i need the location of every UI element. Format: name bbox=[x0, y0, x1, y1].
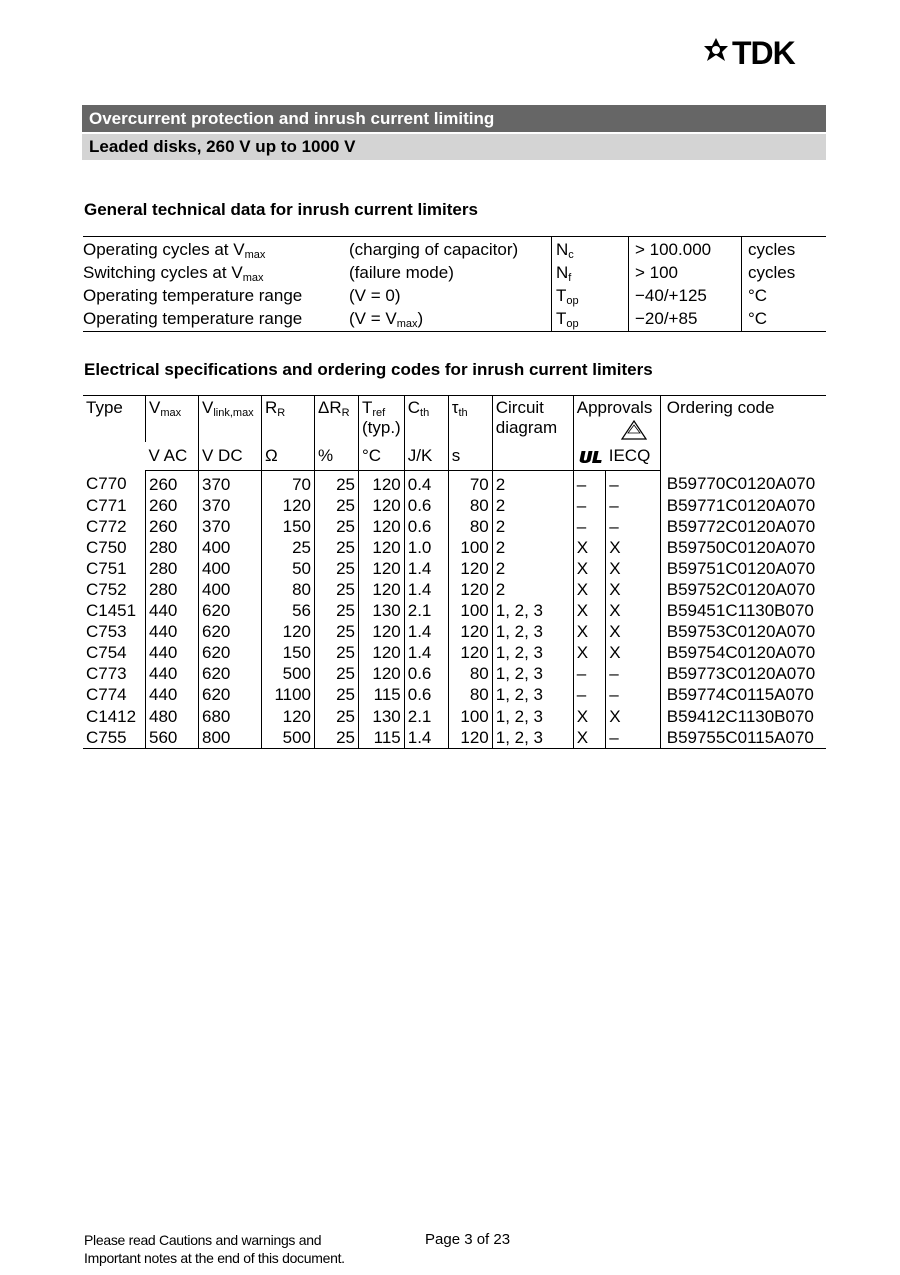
table-row bbox=[83, 471, 826, 496]
cell-rr: 120 bbox=[262, 706, 315, 727]
cell-tref: 120 bbox=[359, 495, 405, 516]
col-vmax: $V_{max}$ bbox=[146, 396, 199, 443]
cell-approval-iecq: – bbox=[606, 727, 661, 749]
cell-rr: 50 bbox=[262, 558, 315, 579]
cell-vmax: 280 bbox=[146, 537, 199, 558]
cell-ordering-code: B59754C0120A070 bbox=[660, 643, 826, 664]
page-number: Page 3 of 23 bbox=[425, 1231, 511, 1248]
cell-type: C751 bbox=[86, 558, 127, 578]
table-row bbox=[83, 601, 826, 622]
cell-cth: 0.6 bbox=[404, 664, 448, 685]
spec-header-row bbox=[83, 396, 826, 443]
cell-type: C773 bbox=[86, 664, 127, 684]
cell-tref: 120 bbox=[359, 558, 405, 579]
general-param: Switching cycles at $V_{max}$ bbox=[83, 262, 264, 284]
cell-tau: 80 bbox=[448, 516, 492, 537]
cell-tref: 120 bbox=[359, 537, 405, 558]
general-unit: cycles bbox=[742, 261, 827, 284]
general-row bbox=[83, 237, 826, 262]
cell-vmax: 440 bbox=[146, 664, 199, 685]
cell-circuit: 2 bbox=[492, 558, 573, 579]
cell-approval-iecq: X bbox=[606, 579, 661, 600]
cell-tref: 115 bbox=[359, 727, 405, 749]
cell-vmax: 440 bbox=[146, 685, 199, 706]
general-value: −40/+125 bbox=[629, 284, 742, 307]
table-row bbox=[83, 706, 826, 727]
general-symbol: $T_{op}$ bbox=[552, 284, 629, 307]
general-heading: General technical data for inrush current limiters bbox=[84, 200, 478, 219]
general-symbol: $N_f$ bbox=[552, 261, 629, 284]
col-tref: $T_{ref}$ (typ.) bbox=[359, 396, 405, 443]
cell-approval-iecq: X bbox=[606, 643, 661, 664]
cell-tau: 120 bbox=[448, 727, 492, 749]
general-condition: (failure mode) bbox=[349, 262, 454, 282]
cell-rr: 120 bbox=[262, 495, 315, 516]
cell-ordering-code: B59773C0120A070 bbox=[660, 664, 826, 685]
general-value: −20/+85 bbox=[629, 307, 742, 332]
general-unit: °C bbox=[742, 284, 827, 307]
cell-type: C772 bbox=[86, 516, 127, 536]
table-row bbox=[83, 664, 826, 685]
cell-vlink: 620 bbox=[199, 601, 262, 622]
general-unit: °C bbox=[742, 307, 827, 332]
unit-vmax: V AC bbox=[146, 442, 199, 471]
cell-drr: 25 bbox=[315, 685, 359, 706]
cell-drr: 25 bbox=[315, 537, 359, 558]
cell-tref: 120 bbox=[359, 471, 405, 496]
unit-tau: s bbox=[448, 442, 492, 471]
cell-cth: 1.4 bbox=[404, 727, 448, 749]
cell-approval-iecq: – bbox=[606, 471, 661, 496]
unit-rr: Ω bbox=[262, 442, 315, 471]
col-rr: $R_R$ bbox=[262, 396, 315, 443]
cell-approval-iecq: – bbox=[606, 685, 661, 706]
cell-ordering-code: B59774C0115A070 bbox=[660, 685, 826, 706]
general-value: > 100.000 bbox=[629, 237, 742, 262]
cell-tau: 80 bbox=[448, 495, 492, 516]
col-circuit: Circuit diagram bbox=[492, 396, 573, 443]
cell-ordering-code: B59752C0120A070 bbox=[660, 579, 826, 600]
cell-type: C1451 bbox=[86, 601, 137, 621]
cell-approval-ul: X bbox=[573, 537, 606, 558]
cell-cth: 2.1 bbox=[404, 601, 448, 622]
cell-approval-iecq: X bbox=[606, 622, 661, 643]
cell-approval-ul: – bbox=[573, 471, 606, 496]
general-param: Operating cycles at $V_{max}$ bbox=[83, 237, 349, 262]
cell-vmax: 260 bbox=[146, 471, 199, 496]
cell-tau: 70 bbox=[448, 471, 492, 496]
cell-approval-iecq: – bbox=[606, 495, 661, 516]
table-row bbox=[83, 579, 826, 600]
cell-cth: 1.4 bbox=[404, 622, 448, 643]
cell-ordering-code: B59771C0120A070 bbox=[660, 495, 826, 516]
cell-type: C753 bbox=[86, 622, 127, 642]
cell-approval-iecq: X bbox=[606, 706, 661, 727]
cell-circuit: 2 bbox=[492, 516, 573, 537]
cell-tref: 120 bbox=[359, 516, 405, 537]
cell-circuit: 2 bbox=[492, 495, 573, 516]
cell-ordering-code: B59755C0115A070 bbox=[660, 727, 826, 749]
table-row bbox=[83, 622, 826, 643]
cell-cth: 0.4 bbox=[404, 471, 448, 496]
cell-drr: 25 bbox=[315, 664, 359, 685]
cell-tref: 120 bbox=[359, 664, 405, 685]
section-subtitle: Leaded disks, 260 V up to 1000 V bbox=[82, 134, 826, 160]
cell-cth: 1.4 bbox=[404, 558, 448, 579]
general-condition: (charging of capacitor) bbox=[349, 237, 552, 262]
general-condition: (V = 0) bbox=[349, 285, 401, 305]
general-symbol: $T_{op}$ bbox=[552, 307, 629, 332]
cell-approval-ul: X bbox=[573, 558, 606, 579]
col-vlink: $V_{link,max}$ bbox=[199, 396, 262, 443]
cell-tau: 100 bbox=[448, 706, 492, 727]
cell-tref: 120 bbox=[359, 579, 405, 600]
general-symbol: $N_c$ bbox=[552, 237, 629, 262]
approval-iecq: IECQ bbox=[606, 442, 661, 471]
cell-tau: 80 bbox=[448, 685, 492, 706]
vde-triangle-icon bbox=[621, 420, 647, 440]
tdk-logo bbox=[704, 37, 828, 69]
cell-type: C771 bbox=[86, 495, 127, 515]
cell-tau: 80 bbox=[448, 664, 492, 685]
cell-ordering-code: B59412C1130B070 bbox=[660, 706, 826, 727]
cell-vlink: 370 bbox=[199, 495, 262, 516]
tdk-emblem-icon bbox=[704, 38, 728, 61]
table-row bbox=[83, 727, 826, 749]
col-cth: $C_{th}$ bbox=[404, 396, 448, 443]
cell-drr: 25 bbox=[315, 579, 359, 600]
cell-cth: 0.6 bbox=[404, 495, 448, 516]
cell-rr: 70 bbox=[262, 471, 315, 496]
cell-drr: 25 bbox=[315, 601, 359, 622]
table-row bbox=[83, 516, 826, 537]
cell-cth: 1.4 bbox=[404, 579, 448, 600]
cell-rr: 500 bbox=[262, 664, 315, 685]
col-ordering-code: Ordering code bbox=[660, 396, 826, 471]
cell-ordering-code: B59753C0120A070 bbox=[660, 622, 826, 643]
cell-vlink: 620 bbox=[199, 664, 262, 685]
cell-circuit: 2 bbox=[492, 579, 573, 600]
cell-drr: 25 bbox=[315, 727, 359, 749]
cell-approval-ul: X bbox=[573, 579, 606, 600]
cell-type: C754 bbox=[86, 643, 127, 663]
cell-vlink: 800 bbox=[199, 727, 262, 749]
cell-approval-ul: X bbox=[573, 622, 606, 643]
cell-vmax: 260 bbox=[146, 516, 199, 537]
footer-note: Please read Cautions and warnings and Important notes at the end of this document. bbox=[84, 1232, 345, 1266]
general-row bbox=[83, 261, 826, 284]
general-param: Operating temperature range bbox=[83, 307, 349, 332]
cell-circuit: 1, 2, 3 bbox=[492, 706, 573, 727]
cell-vlink: 370 bbox=[199, 471, 262, 496]
cell-ordering-code: B59751C0120A070 bbox=[660, 558, 826, 579]
table-row bbox=[83, 537, 826, 558]
cell-cth: 1.0 bbox=[404, 537, 448, 558]
cell-vlink: 680 bbox=[199, 706, 262, 727]
cell-type: C1412 bbox=[86, 706, 137, 726]
important-notes-link: Important notes bbox=[84, 1250, 177, 1266]
cell-cth: 0.6 bbox=[404, 516, 448, 537]
spec-heading: Electrical specifications and ordering codes for inrush current limiters bbox=[84, 360, 653, 379]
cell-approval-iecq: – bbox=[606, 664, 661, 685]
cell-ordering-code: B59770C0120A070 bbox=[660, 471, 826, 496]
cell-vlink: 400 bbox=[199, 558, 262, 579]
cell-tau: 120 bbox=[448, 558, 492, 579]
unit-vlink: V DC bbox=[199, 442, 262, 471]
cell-circuit: 1, 2, 3 bbox=[492, 664, 573, 685]
cell-circuit: 1, 2, 3 bbox=[492, 685, 573, 706]
cell-vmax: 440 bbox=[146, 622, 199, 643]
cell-vlink: 620 bbox=[199, 622, 262, 643]
cell-vmax: 260 bbox=[146, 495, 199, 516]
general-unit: cycles bbox=[742, 237, 827, 262]
cell-vmax: 440 bbox=[146, 601, 199, 622]
cell-cth: 0.6 bbox=[404, 685, 448, 706]
cell-rr: 80 bbox=[262, 579, 315, 600]
cell-circuit: 1, 2, 3 bbox=[492, 601, 573, 622]
unit-drr: % bbox=[315, 442, 359, 471]
tdk-logo-text: TDK bbox=[732, 37, 795, 69]
general-condition: $(V = V_{max})$ bbox=[349, 307, 552, 332]
cell-rr: 25 bbox=[262, 537, 315, 558]
cell-tref: 120 bbox=[359, 622, 405, 643]
cell-drr: 25 bbox=[315, 495, 359, 516]
ul-mark-icon bbox=[577, 449, 603, 465]
cell-approval-ul: – bbox=[573, 664, 606, 685]
col-approvals: Approvals bbox=[573, 396, 660, 443]
cell-ordering-code: B59772C0120A070 bbox=[660, 516, 826, 537]
cell-drr: 25 bbox=[315, 622, 359, 643]
general-param: Operating temperature range bbox=[83, 285, 303, 305]
general-data-table bbox=[83, 236, 826, 332]
unit-tref: °C bbox=[359, 442, 405, 471]
cell-circuit: 2 bbox=[492, 537, 573, 558]
cell-approval-iecq: X bbox=[606, 537, 661, 558]
cell-approval-ul: X bbox=[573, 643, 606, 664]
cell-type: C755 bbox=[83, 727, 146, 749]
cell-vmax: 480 bbox=[146, 706, 199, 727]
cell-tau: 100 bbox=[448, 601, 492, 622]
cell-vmax: 440 bbox=[146, 643, 199, 664]
cell-approval-ul: X bbox=[573, 601, 606, 622]
cell-tau: 100 bbox=[448, 537, 492, 558]
cell-vmax: 560 bbox=[146, 727, 199, 749]
general-row bbox=[83, 307, 826, 332]
col-drr: $\Delta R_R$ bbox=[315, 396, 359, 443]
general-row bbox=[83, 284, 826, 307]
cell-drr: 25 bbox=[315, 516, 359, 537]
cell-vlink: 400 bbox=[199, 537, 262, 558]
cell-type: C770 bbox=[86, 474, 127, 494]
cell-vmax: 280 bbox=[146, 579, 199, 600]
cell-approval-ul: – bbox=[573, 495, 606, 516]
cell-tref: 115 bbox=[359, 685, 405, 706]
cell-tref: 130 bbox=[359, 706, 405, 727]
cell-approval-iecq: – bbox=[606, 516, 661, 537]
cell-vlink: 620 bbox=[199, 643, 262, 664]
cell-type: C774 bbox=[86, 685, 127, 705]
cell-rr: 150 bbox=[262, 643, 315, 664]
section-title: Overcurrent protection and inrush current limiting bbox=[82, 105, 826, 132]
cell-drr: 25 bbox=[315, 471, 359, 496]
cell-drr: 25 bbox=[315, 706, 359, 727]
cell-approval-ul: X bbox=[573, 706, 606, 727]
cell-drr: 25 bbox=[315, 643, 359, 664]
cell-cth: 2.1 bbox=[404, 706, 448, 727]
cell-drr: 25 bbox=[315, 558, 359, 579]
col-tau: $\tau_{th}$ bbox=[448, 396, 492, 443]
col-type: Type bbox=[83, 396, 146, 471]
cell-rr: 500 bbox=[262, 727, 315, 749]
cell-cth: 1.4 bbox=[404, 643, 448, 664]
cell-tau: 120 bbox=[448, 622, 492, 643]
cell-rr: 1100 bbox=[262, 685, 315, 706]
cell-ordering-code: B59451C1130B070 bbox=[660, 601, 826, 622]
approval-ul bbox=[573, 442, 606, 471]
cell-approval-ul: X bbox=[573, 727, 606, 749]
cell-vmax: 280 bbox=[146, 558, 199, 579]
cell-circuit: 1, 2, 3 bbox=[492, 622, 573, 643]
cell-circuit: 1, 2, 3 bbox=[492, 643, 573, 664]
cell-vlink: 620 bbox=[199, 685, 262, 706]
cell-rr: 56 bbox=[262, 601, 315, 622]
cell-rr: 150 bbox=[262, 516, 315, 537]
cell-tau: 120 bbox=[448, 643, 492, 664]
cell-vlink: 370 bbox=[199, 516, 262, 537]
cell-approval-ul: – bbox=[573, 685, 606, 706]
general-value: > 100 bbox=[629, 261, 742, 284]
cell-approval-iecq: X bbox=[606, 558, 661, 579]
cell-rr: 120 bbox=[262, 622, 315, 643]
cell-approval-iecq: X bbox=[606, 601, 661, 622]
cell-tau: 120 bbox=[448, 579, 492, 600]
spec-table bbox=[83, 395, 826, 749]
table-row bbox=[83, 495, 826, 516]
unit-circuit bbox=[492, 442, 573, 471]
cell-circuit: 1, 2, 3 bbox=[492, 727, 573, 749]
cell-type: C752 bbox=[86, 580, 127, 600]
table-row bbox=[83, 643, 826, 664]
cautions-link: Cautions and warnings bbox=[159, 1232, 296, 1248]
cell-tref: 130 bbox=[359, 601, 405, 622]
cell-circuit: 2 bbox=[492, 471, 573, 496]
cell-vlink: 400 bbox=[199, 579, 262, 600]
table-row bbox=[83, 558, 826, 579]
cell-type: C750 bbox=[86, 537, 127, 557]
table-row bbox=[83, 685, 826, 706]
unit-cth: J/K bbox=[404, 442, 448, 471]
cell-ordering-code: B59750C0120A070 bbox=[660, 537, 826, 558]
cell-tref: 120 bbox=[359, 643, 405, 664]
cell-approval-ul: – bbox=[573, 516, 606, 537]
